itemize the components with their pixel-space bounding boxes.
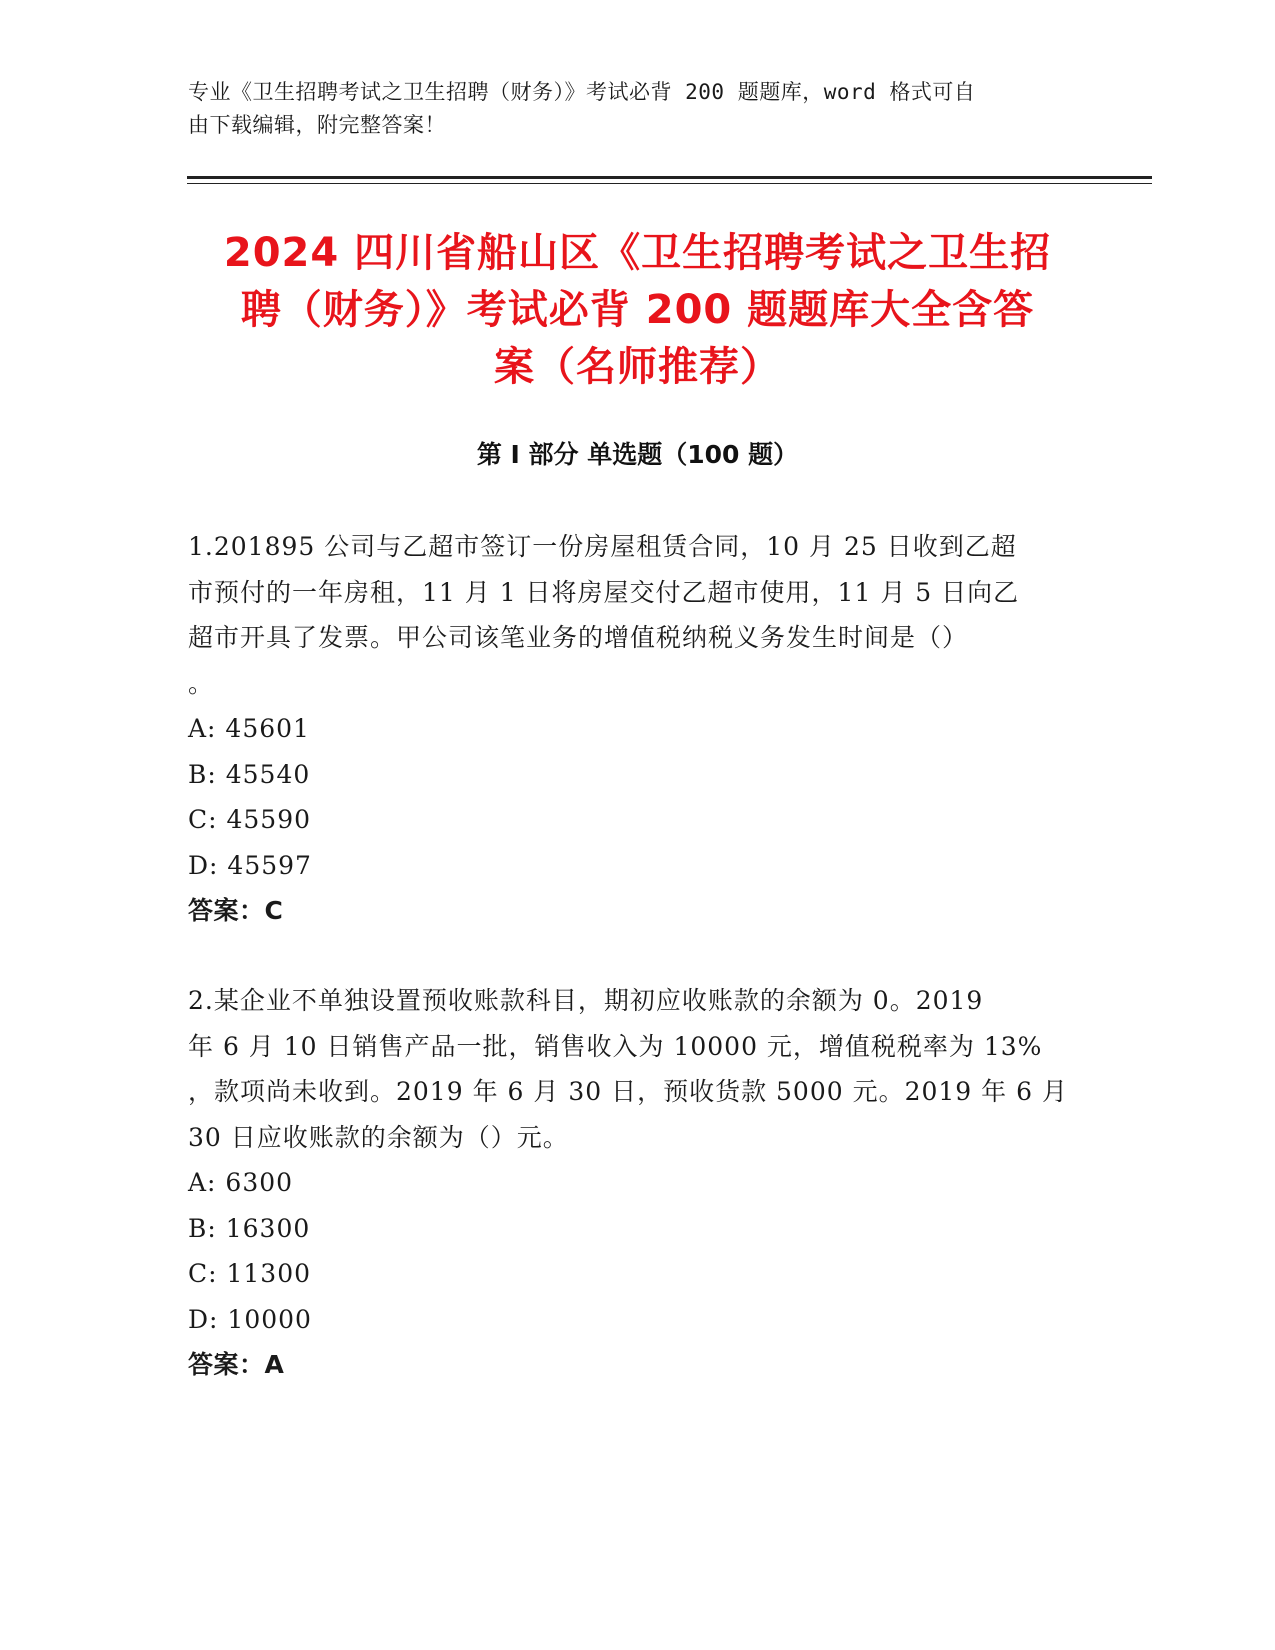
- question-stem-line: 30 日应收账款的余额为（）元。: [188, 1122, 569, 1152]
- option-a: A: 6300: [188, 1168, 294, 1197]
- section-heading: 第 I 部分 单选题（100 题）: [476, 440, 799, 469]
- option-d: D: 45597: [188, 850, 312, 880]
- question-stem-line: 2.某企业不单独设置预收账款科目，期初应收账款的余额为 0。2019: [188, 986, 984, 1015]
- document-title: [180, 225, 1095, 396]
- header-divider-thin: [187, 183, 1152, 184]
- option-a: A: 45601: [188, 714, 310, 743]
- question-block: [188, 978, 1088, 1388]
- title-line: 聘（财务）》考试必背 200 题题库大全含答: [240, 287, 1035, 333]
- title-line: 2024 四川省船山区《卫生招聘考试之卫生招: [223, 230, 1052, 276]
- question-stem-line: 超市开具了发票。甲公司该笔业务的增值税纳税义务发生时间是（）: [188, 623, 969, 652]
- answer-line: 答案：A: [188, 1350, 285, 1379]
- title-line: 案（名师推荐）: [494, 344, 781, 390]
- option-c: C: 45590: [188, 805, 312, 834]
- option-b: B: 16300: [188, 1213, 311, 1243]
- question-block: [188, 524, 1088, 934]
- header-note-line: 由下载编辑，附完整答案！: [188, 113, 446, 137]
- question-stem-line: ，款项尚未收到。2019 年 6 月 30 日，预收货款 5000 元。2019 年 6 月: [188, 1077, 1068, 1106]
- header-note-line: 专业《卫生招聘考试之卫生招聘（财务）》考试必背 200 题题库，word 格式可自: [188, 80, 976, 104]
- option-b: B: 45540: [188, 759, 311, 789]
- question-stem-line: 。: [188, 668, 215, 698]
- question-stem-line: 年 6 月 10 日销售产品一批，销售收入为 10000 元，增值税税率为 13%: [188, 1031, 1043, 1061]
- option-d: D: 10000: [188, 1304, 312, 1334]
- question-stem-line: 市预付的一年房租，11 月 1 日将房屋交付乙超市使用，11 月 5 日向乙: [188, 577, 1020, 607]
- header-divider-thick: [187, 176, 1152, 179]
- question-stem-line: 1.201895 公司与乙超市签订一份房屋租赁合同，10 月 25 日收到乙超: [188, 532, 1017, 561]
- header-note: [188, 76, 1088, 142]
- answer-line: 答案：C: [188, 896, 284, 925]
- option-c: C: 11300: [188, 1259, 312, 1288]
